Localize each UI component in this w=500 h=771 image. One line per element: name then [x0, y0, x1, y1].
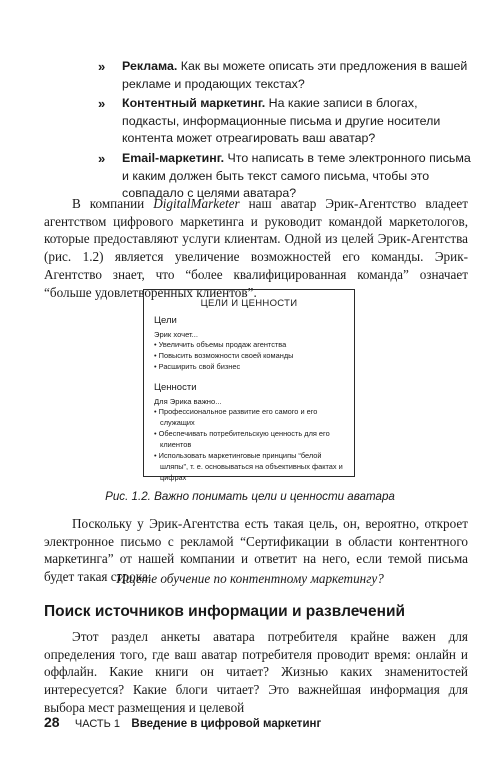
- email-subject-quote: Ищете обучение по контентному маркетингу?: [116, 571, 384, 586]
- bullet-lead: Реклама.: [122, 59, 178, 73]
- goal-item: • Расширить свой бизнес: [154, 362, 241, 371]
- values-intro: Для Эрика важно...: [154, 397, 222, 406]
- value-item: • Использовать маркетинговые принципы “белой шляпы”, т. е. основываться на объективных фактах и цифрах: [154, 451, 343, 482]
- section-heading: Поиск источников информации и развлечений: [44, 603, 405, 620]
- paragraph-sources: Этот раздел анкеты аватара потребителя крайне важен для определения того, где ваш аватар потребителя проводит время: онлайн и оффлайн. Какие книги он читает? Жизнью каких знаменитостей интересуется? Какие блоги читает? Это важнейшая информация для выбора мест размещения и целевой: [44, 629, 468, 715]
- figure-caption: Рис. 1.2. Важно понимать цели и ценности аватара: [105, 490, 395, 503]
- company-name: DigitalMarketer: [153, 196, 240, 211]
- goals-heading: Цели: [154, 315, 177, 326]
- values-heading: Ценности: [154, 382, 197, 393]
- bullet-text: Что написать в теме электронного письма и каким должен быть текст самого письма, чтобы это совпадало с целями аватара?: [122, 150, 471, 201]
- bullet-mark: »: [98, 150, 106, 166]
- bullet-mark: »: [98, 59, 106, 74]
- page-footer: [44, 714, 321, 730]
- bullet-item-content-marketing: [98, 95, 473, 148]
- value-item: • Обеспечивать потребительскую ценность для его клиентов: [154, 429, 330, 449]
- figure-title: ЦЕЛИ И ЦЕННОСТИ: [200, 298, 298, 309]
- bullet-item-advertising: [98, 58, 473, 93]
- goal-item: • Повысить возможности своей команды: [154, 351, 294, 360]
- bullet-lead: Контентный маркетинг.: [122, 96, 266, 111]
- bullet-list: [98, 58, 473, 205]
- bullet-lead: Email-маркетинг.: [122, 150, 225, 165]
- para1-post: наш аватар Эрик-Агентство владеет агентством цифрового маркетинга и руководит командой маркетологов, которые предоставляют услуги клиентам. Одной из целей Эрик-Агентства (рис. 1.2) является увеличение возможностей его команды. Эрик-Агентство знает, что “более квалифицированная команда” означает “больше удовлетворенных клиентов”.: [44, 196, 468, 300]
- figure-goals-values: [143, 289, 355, 482]
- paragraph-eric-goal: Поскольку у Эрик-Агентства есть такая цель, он, вероятно, откроет электронное письмо с рекламой “Сертификации в области контентного маркетинга” от нашей компании и ответит на него, если темой письма будет такая строка:: [44, 516, 468, 585]
- page-number: 28: [44, 714, 60, 730]
- part-label: ЧАСТЬ 1: [74, 718, 121, 730]
- goal-item: • Увеличить объемы продаж агентства: [154, 340, 287, 349]
- value-item: • Профессиональное развитие его самого и его служащих: [154, 407, 318, 427]
- paragraph-digitalmarketer: [44, 195, 468, 301]
- bullet-text: Как вы можете описать эти предложения в вашей рекламе и продающих текстах?: [122, 59, 468, 91]
- chapter-title: Введение в цифровой маркетинг: [131, 718, 322, 730]
- para1-pre: В компании: [72, 196, 154, 211]
- bullet-mark: »: [98, 96, 106, 112]
- goals-intro: Эрик хочет...: [154, 330, 199, 339]
- bullet-text: На какие записи в блогах, подкасты, информационные письма и другие носители контента может отреагировать ваш аватар?: [122, 96, 441, 146]
